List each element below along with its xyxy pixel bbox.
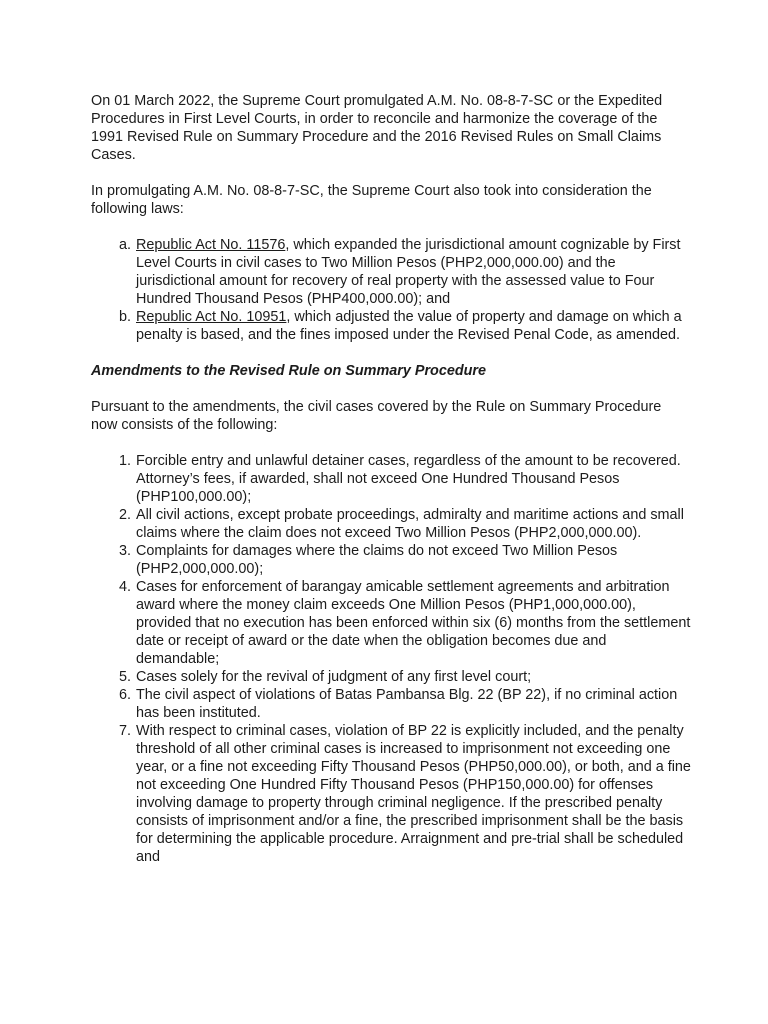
law-link-ra-11576[interactable]: Republic Act No. 11576 (136, 237, 286, 253)
section-heading: Amendments to the Revised Rule on Summary Procedure (91, 363, 487, 379)
list-item: 5. Cases solely for the revival of judgment of any first level court; (135, 668, 691, 686)
list-item: 1. Forcible entry and unlawful detainer cases, regardless of the amount to be recovered. Attorney’s fees, if awarded, shall not exceed One Hundred Thousand Pesos (PHP100,000.00); (135, 452, 691, 506)
list-item: 3. Complaints for damages where the claims do not exceed Two Million Pesos (PHP2,000,000.00); (135, 542, 691, 578)
list-item: 2. All civil actions, except probate proceedings, admiralty and maritime actions and small claims where the claim does not exceed Two Million Pesos (PHP2,000,000.00). (135, 506, 691, 542)
list-item: 4. Cases for enforcement of barangay amicable settlement agreements and arbitration award where the money claim exceeds One Million Pesos (PHP1,000,000.00), provided that no execution has been enforced within six (6) months from the settlement date or receipt of award or the date when the obligation becomes due and demandable; (135, 578, 691, 668)
list-item (135, 308, 691, 344)
list-item: 6. The civil aspect of violations of Batas Pambansa Blg. 22 (BP 22), if no criminal action has been instituted. (135, 686, 691, 722)
law-description: , which expanded the jurisdictional amount cognizable by First Level Courts in civil cases to Two Million Pesos (PHP2,000,000.00) and the jurisdictional amount for recovery of real property with the assessed value to Four Hundred Thousand Pesos (PHP400,000.00); and (136, 237, 681, 307)
intro-paragraph: On 01 March 2022, the Supreme Court promulgated A.M. No. 08-8-7-SC or the Expedited Procedures in First Level Courts, in order to reconcile and harmonize the coverage of the 1991 Revised Rule on Summary Procedure and the 2016 Revised Rules on Small Claims Cases. (91, 93, 663, 163)
document-page (91, 92, 691, 884)
list-item (135, 236, 691, 308)
laws-list (91, 236, 691, 344)
law-link-ra-10951[interactable]: Republic Act No. 10951 (136, 309, 287, 325)
considerations-paragraph: In promulgating A.M. No. 08-8-7-SC, the Supreme Court also took into consideration the following laws: (91, 183, 652, 217)
section-intro-paragraph: Pursuant to the amendments, the civil cases covered by the Rule on Summary Procedure now consists of the following: (91, 399, 662, 433)
covered-cases-list (91, 452, 691, 866)
list-item: 7. With respect to criminal cases, violation of BP 22 is explicitly included, and the penalty threshold of all other criminal cases is increased to imprisonment not exceeding one year, or a fine not exceeding Fifty Thousand Pesos (PHP50,000.00), or both, and a fine not exceeding One Hundred Fifty Thousand Pesos (PHP150,000.00) for offenses involving damage to property through criminal negligence. If the prescribed penalty consists of imprisonment and/or a fine, the prescribed imprisonment shall be the basis for determining the applicable procedure. Arraignment and pre-trial shall be scheduled and (135, 722, 691, 866)
law-description: , which adjusted the value of property and damage on which a penalty is based, and the fines imposed under the Revised Penal Code, as amended. (136, 309, 682, 343)
